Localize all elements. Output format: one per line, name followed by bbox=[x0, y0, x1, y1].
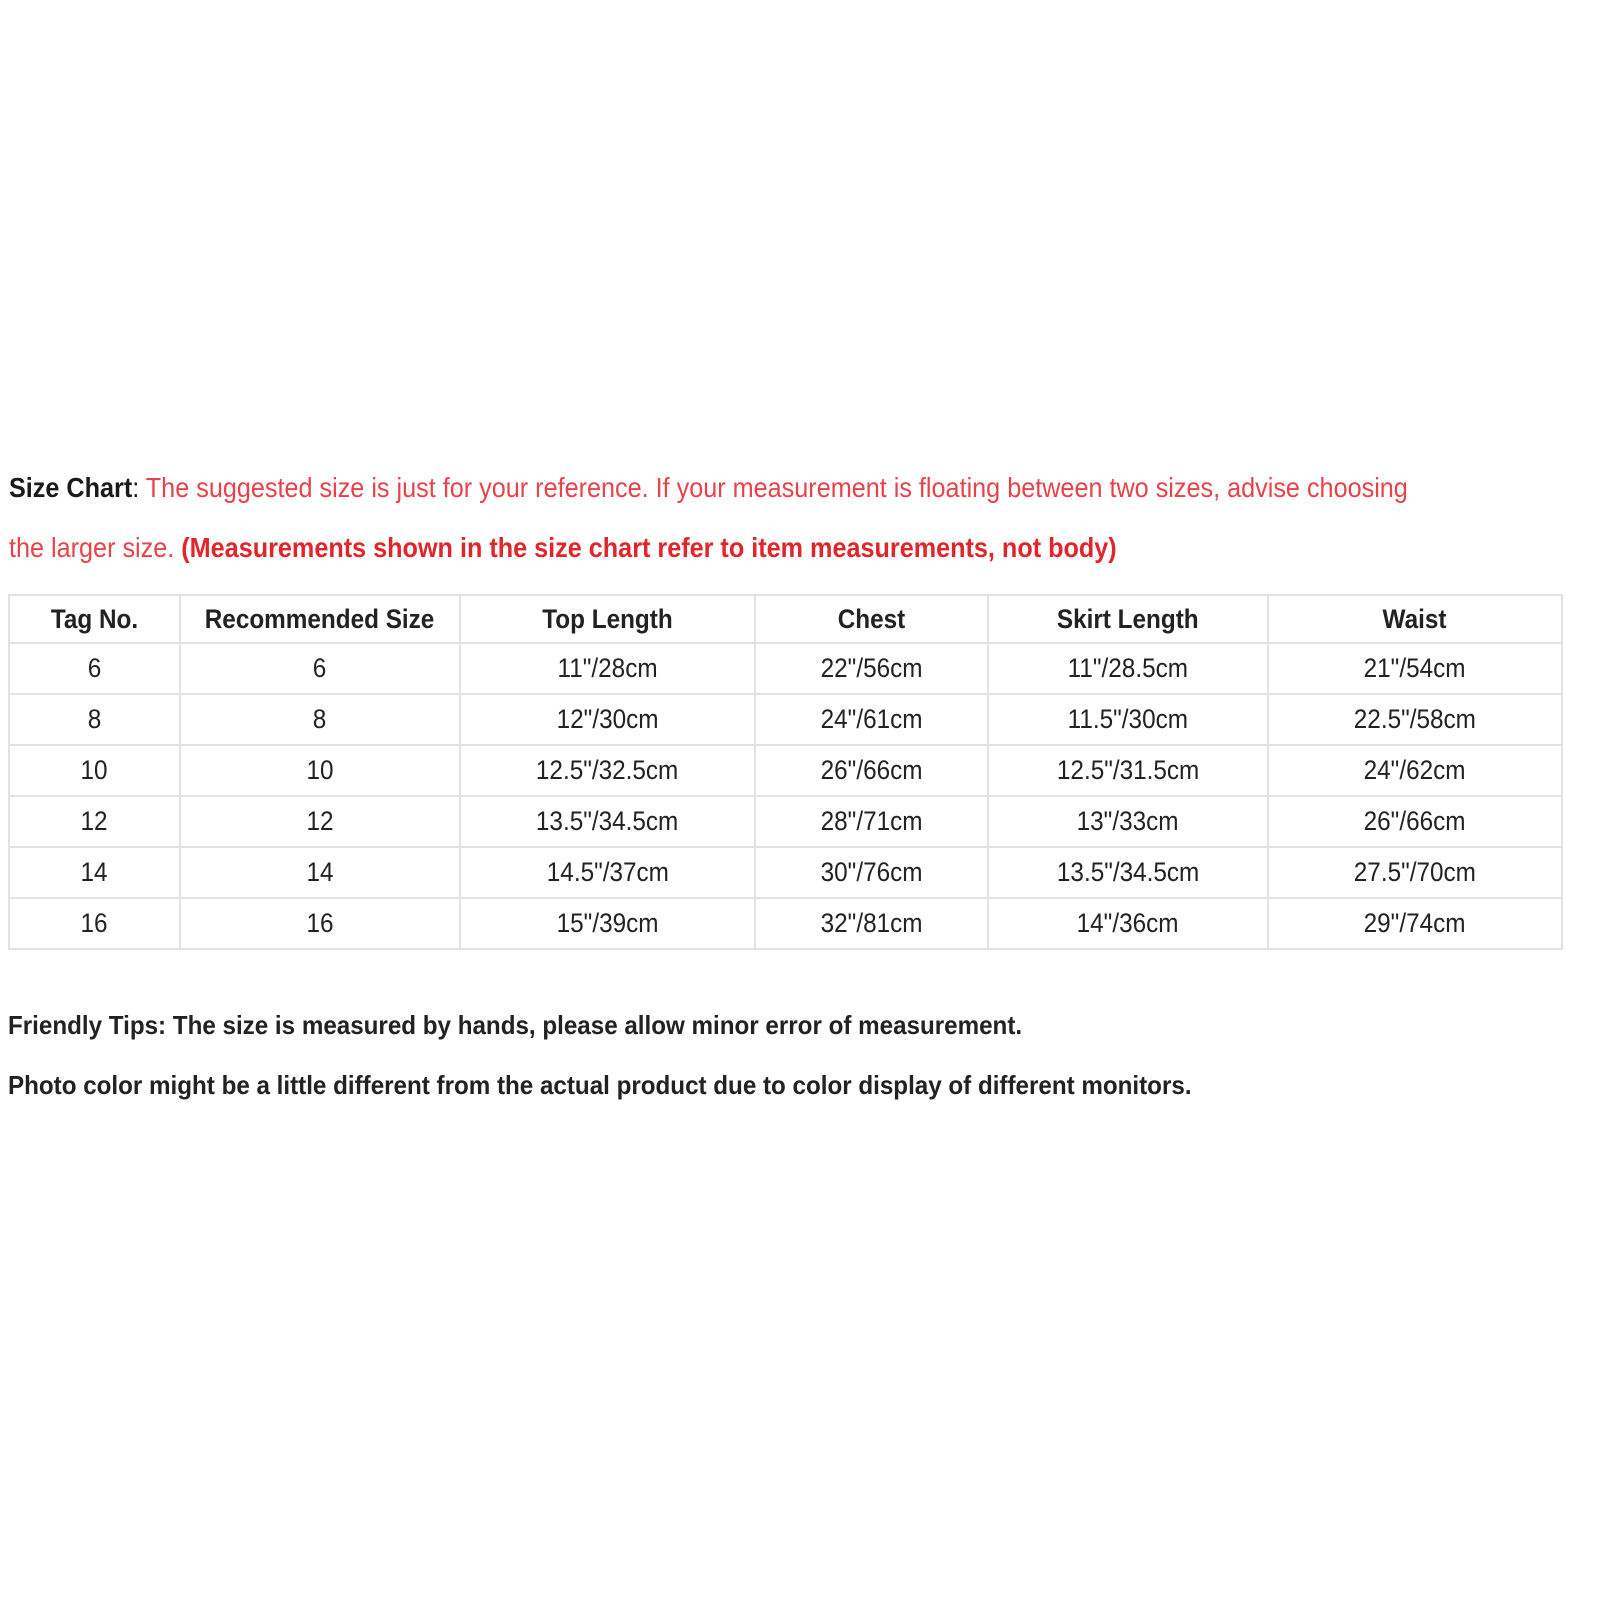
cell-value: 22.5"/58cm bbox=[1353, 704, 1477, 734]
table-row bbox=[9, 694, 1562, 745]
cell-value: 27.5"/70cm bbox=[1353, 857, 1477, 887]
cell-value: 14.5"/37cm bbox=[546, 857, 669, 887]
table-cell bbox=[180, 847, 460, 898]
table-cell bbox=[1268, 694, 1562, 745]
table-cell bbox=[180, 694, 460, 745]
table-cell bbox=[755, 643, 988, 694]
cell-value: 16 bbox=[80, 908, 109, 938]
table-row bbox=[9, 643, 1562, 694]
cell-value: 22"/56cm bbox=[820, 653, 923, 683]
cell-value: 13.5"/34.5cm bbox=[536, 806, 679, 836]
photo-color-note: Photo color might be a little different from the actual product due to color display of different monitors. bbox=[8, 1070, 1192, 1100]
intro-text-cont: the larger size. bbox=[9, 532, 182, 563]
cell-value: 10 bbox=[306, 755, 334, 785]
column-header-label: Chest bbox=[837, 603, 906, 634]
cell-value: 29"/74cm bbox=[1364, 908, 1466, 938]
table-cell bbox=[988, 694, 1268, 745]
table-row bbox=[9, 898, 1562, 949]
cell-value: 13"/33cm bbox=[1077, 806, 1179, 836]
table-cell bbox=[1268, 796, 1562, 847]
table-cell bbox=[9, 796, 180, 847]
size-table bbox=[8, 594, 1563, 950]
table-cell bbox=[755, 796, 988, 847]
table-cell bbox=[180, 643, 460, 694]
cell-value: 32"/81cm bbox=[820, 908, 923, 938]
cell-value: 16 bbox=[306, 908, 334, 938]
cell-value: 6 bbox=[313, 653, 327, 683]
column-header bbox=[988, 595, 1268, 643]
size-chart-label: Size Chart bbox=[9, 472, 133, 503]
column-header bbox=[1268, 595, 1562, 643]
cell-value: 12 bbox=[80, 806, 109, 836]
cell-value: 14"/36cm bbox=[1077, 908, 1179, 938]
table-cell bbox=[9, 694, 180, 745]
intro-text: The suggested size is just for your reference. If your measurement is floating between two sizes, advise choosing bbox=[139, 472, 1408, 503]
cell-value: 28"/71cm bbox=[820, 806, 923, 836]
cell-value: 11.5"/30cm bbox=[1067, 704, 1189, 734]
table-cell bbox=[1268, 643, 1562, 694]
table-cell bbox=[988, 847, 1268, 898]
cell-value: 30"/76cm bbox=[820, 857, 923, 887]
column-header-label: Waist bbox=[1383, 603, 1447, 634]
table-cell bbox=[988, 643, 1268, 694]
table-cell bbox=[9, 745, 180, 796]
table-cell bbox=[9, 643, 180, 694]
table-cell bbox=[1268, 745, 1562, 796]
table-cell bbox=[988, 796, 1268, 847]
table-cell bbox=[180, 898, 460, 949]
column-header bbox=[460, 595, 755, 643]
size-chart-intro-line1 bbox=[9, 472, 1408, 504]
cell-value: 8 bbox=[87, 704, 102, 734]
cell-value: 24"/61cm bbox=[820, 704, 923, 734]
table-cell bbox=[460, 847, 755, 898]
table-cell bbox=[460, 745, 755, 796]
measurement-note: (Measurements shown in the size chart refer to item measurements, not body) bbox=[181, 532, 1117, 563]
table-cell bbox=[460, 643, 755, 694]
cell-value: 26"/66cm bbox=[1364, 806, 1466, 836]
cell-value: 12.5"/32.5cm bbox=[536, 755, 679, 785]
column-header bbox=[9, 595, 180, 643]
table-cell bbox=[460, 694, 755, 745]
column-header bbox=[180, 595, 460, 643]
column-header bbox=[755, 595, 988, 643]
table-cell bbox=[9, 847, 180, 898]
table-header-row bbox=[9, 595, 1562, 643]
column-header-label: Top Length bbox=[542, 603, 673, 634]
column-header-label: Skirt Length bbox=[1057, 603, 1199, 634]
cell-value: 11"/28cm bbox=[557, 653, 658, 683]
cell-value: 12"/30cm bbox=[556, 704, 659, 734]
cell-value: 14 bbox=[80, 857, 109, 887]
cell-value: 6 bbox=[87, 653, 102, 683]
table-cell bbox=[988, 745, 1268, 796]
table-cell bbox=[460, 898, 755, 949]
friendly-tip: Friendly Tips: The size is measured by hands, please allow minor error of measurement. bbox=[8, 1010, 1023, 1040]
column-header-label: Recommended Size bbox=[205, 603, 435, 634]
cell-value: 21"/54cm bbox=[1364, 653, 1466, 683]
size-chart-intro-line2 bbox=[9, 532, 1117, 564]
table-cell bbox=[1268, 898, 1562, 949]
table-cell bbox=[755, 745, 988, 796]
cell-value: 12.5"/31.5cm bbox=[1056, 755, 1200, 785]
cell-value: 8 bbox=[313, 704, 327, 734]
cell-value: 26"/66cm bbox=[820, 755, 923, 785]
cell-value: 10 bbox=[80, 755, 109, 785]
cell-value: 12 bbox=[306, 806, 334, 836]
cell-value: 24"/62cm bbox=[1364, 755, 1466, 785]
table-cell bbox=[460, 796, 755, 847]
table-cell bbox=[988, 898, 1268, 949]
table-row bbox=[9, 796, 1562, 847]
table-cell bbox=[755, 694, 988, 745]
column-header-label: Tag No. bbox=[50, 603, 139, 634]
table-cell bbox=[180, 796, 460, 847]
table-row bbox=[9, 847, 1562, 898]
colon: : bbox=[132, 472, 140, 503]
table-cell bbox=[755, 898, 988, 949]
table-cell bbox=[755, 847, 988, 898]
table-row bbox=[9, 745, 1562, 796]
cell-value: 13.5"/34.5cm bbox=[1056, 857, 1200, 887]
table-cell bbox=[180, 745, 460, 796]
cell-value: 14 bbox=[306, 857, 334, 887]
table-cell bbox=[1268, 847, 1562, 898]
cell-value: 11"/28.5cm bbox=[1067, 653, 1189, 683]
cell-value: 15"/39cm bbox=[556, 908, 659, 938]
table-cell bbox=[9, 898, 180, 949]
